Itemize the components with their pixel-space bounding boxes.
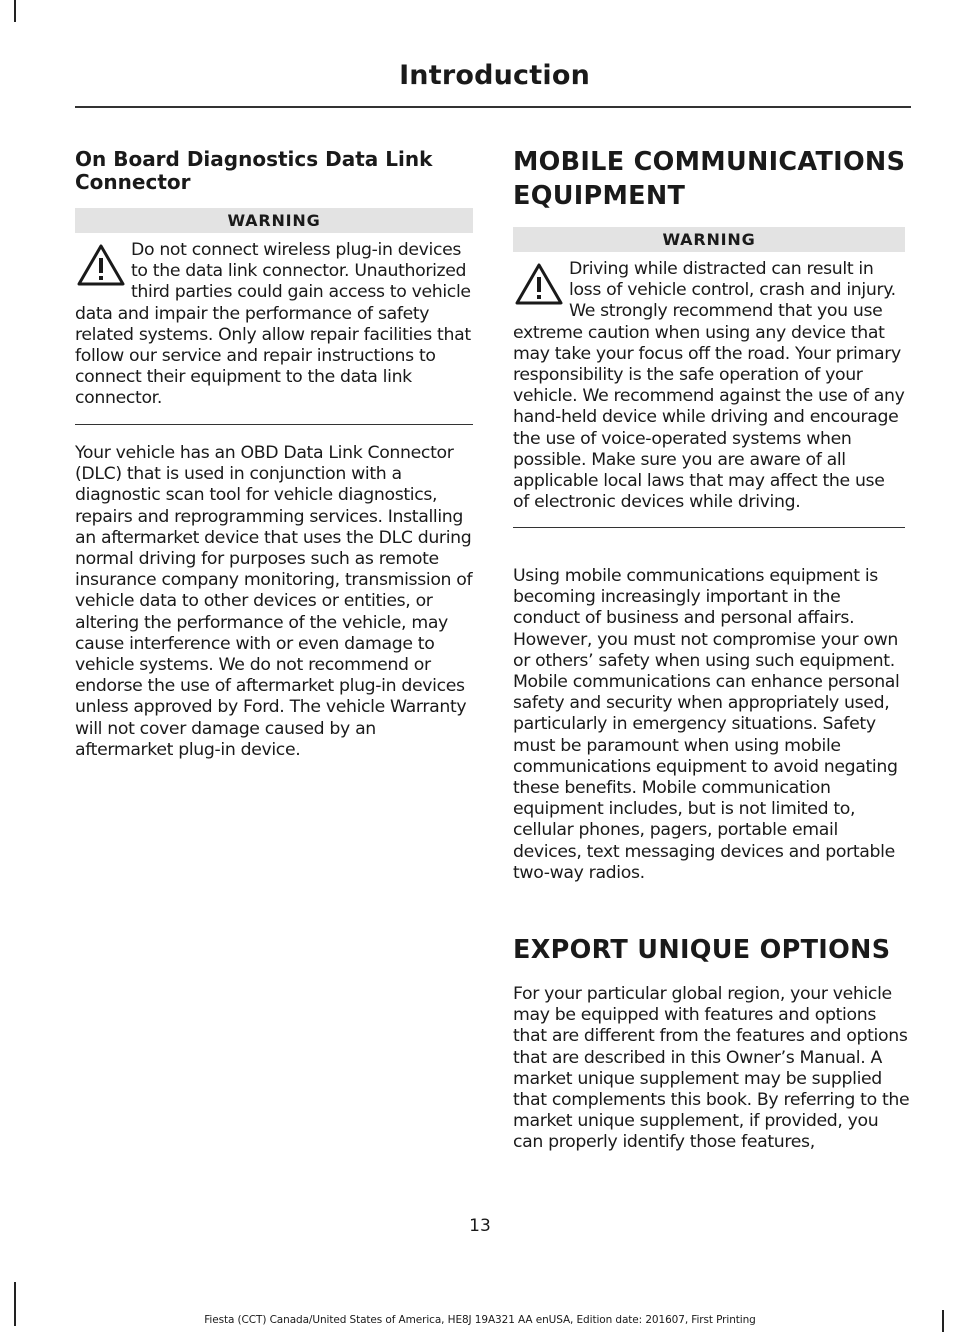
- heading-line: MOBILE COMMUNICATIONS: [513, 147, 906, 177]
- crop-mark: [14, 0, 16, 22]
- warning-box-obd: [75, 208, 473, 425]
- warning-body: [513, 259, 905, 513]
- edition-footer: Fiesta (CCT) Canada/United States of America, HE8J 19A321 AA enUSA, Edition date: 201607, First Printing: [204, 1314, 756, 1326]
- warning-label: WARNING: [513, 227, 905, 252]
- warning-box-mobile: [513, 227, 905, 528]
- section-heading-obd: On Board Diagnostics Data Link Connector: [75, 147, 433, 194]
- warning-rule: [75, 424, 473, 425]
- heading-line: EQUIPMENT: [513, 181, 686, 211]
- warning-label: WARNING: [75, 208, 473, 233]
- warning-body: [75, 240, 473, 410]
- warning-text: Driving while distracted can result in loss of vehicle control, crash and injury. We strongly recommend that you use extreme caution when using any device that may take your focus off the road. Your primary responsibility is the safe operation of your vehicle. We recommend against the use of any hand-held device while driving and encourage the use of voice-operated systems when possible. Make sure you are aware of all applicable local laws that may affect the use of electronic devices while driving.: [513, 259, 905, 513]
- warning-text: Do not connect wireless plug-in devices to the data link connector. Unauthorized third parties could gain access to vehicle data and impair the performance of safety related systems. Only allow repair facilities that follow our service and repair instructions to connect their equipment to the data link connector.: [75, 240, 471, 409]
- page-header-title: Introduction: [399, 60, 590, 91]
- warning-triangle-icon: [75, 242, 127, 288]
- header-rule: [75, 106, 911, 108]
- page-number: 13: [469, 1216, 491, 1236]
- paragraph-mobile: Using mobile communications equipment is becoming increasingly important in the conduct of business and personal affairs. However, you must not compromise your own or others’ safety when using such equipment. Mobile communications can enhance personal safety and security when appropriately used, particularly in emergency situations. Safety must be paramount when using mobile communications equipment to avoid negating these benefits. Mobile communication equipment includes, but is not limited to, cellular phones, pagers, portable email devices, text messaging devices and portable two-way radios.: [513, 566, 900, 883]
- warning-rule: [513, 527, 905, 528]
- warning-triangle-icon: [513, 261, 565, 307]
- paragraph-obd: Your vehicle has an OBD Data Link Connector (DLC) that is used in conjunction with a diagnostic scan tool for vehicle diagnostics, repairs and reprogramming services. Installing an aftermarket device that uses the DLC during normal driving for purposes such as remote insurance company monitoring, transmission of vehicle data to other devices or entities, or altering the performance of the vehicle, may cause interference with or even damage to vehicle systems. We do not recommend or endorse the use of aftermarket plug-in devices unless approved by Ford. The vehicle Warranty will not cover damage caused by an aftermarket plug-in device.: [75, 443, 473, 760]
- section-heading-export: EXPORT UNIQUE OPTIONS: [513, 935, 891, 965]
- paragraph-export: For your particular global region, your vehicle may be equipped with features and options that are different from the features and options that are described in this Owner’s Manual. A market unique supplement may be supplied that complements this book. By referring to the market unique supplement, if provided, you can properly identify those features,: [513, 984, 910, 1153]
- section-heading-mobile: [513, 145, 911, 213]
